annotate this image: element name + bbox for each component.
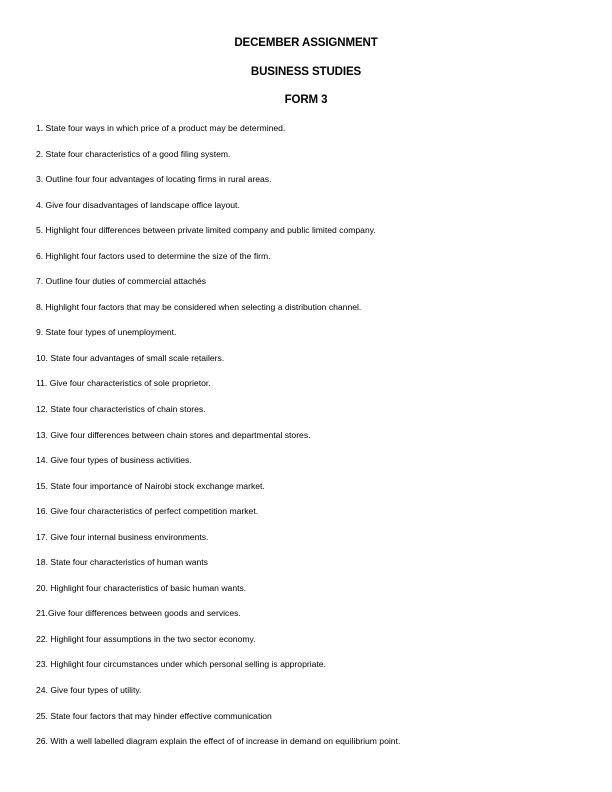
- question-item: 26. With a well labelled diagram explain the effect of of increase in demand on equilibrium point.: [36, 736, 401, 747]
- question-item: 16. Give four characteristics of perfect competition market.: [36, 506, 259, 517]
- question-item: 3. Outline four four advantages of locating firms in rural areas.: [36, 174, 272, 185]
- question-item: 13. Give four differences between chain stores and departmental stores.: [36, 429, 311, 440]
- document-title: DECEMBER ASSIGNMENT: [234, 37, 378, 49]
- question-item: 14. Give four types of business activities.: [36, 455, 192, 466]
- question-item: 23. Highlight four circumstances under which personal selling is appropriate.: [36, 659, 326, 670]
- question-item: 25. State four factors that may hinder effective communication: [36, 710, 272, 721]
- question-item: 12. State four characteristics of chain stores.: [36, 404, 206, 415]
- question-item: 21.Give four differences between goods and services.: [36, 608, 241, 619]
- question-item: 11. Give four characteristics of sole proprietor.: [36, 378, 211, 389]
- question-item: 17. Give four internal business environments.: [36, 531, 209, 542]
- question-item: 2. State four characteristics of a good filing system.: [36, 148, 231, 159]
- question-item: 20. Highlight four characteristics of basic human wants.: [36, 582, 247, 593]
- question-item: 15. State four importance of Nairobi stock exchange market.: [36, 480, 265, 491]
- question-item: 1. State four ways in which price of a product may be determined.: [36, 123, 286, 133]
- question-item: 18. State four characteristics of human wants: [36, 557, 208, 568]
- question-item: 22. Highlight four assumptions in the two sector economy.: [36, 633, 256, 644]
- question-item: 10. State four advantages of small scale retailers.: [36, 352, 225, 363]
- question-item: 4. Give four disadvantages of landscape office layout.: [36, 199, 240, 210]
- form-heading: FORM 3: [284, 94, 328, 106]
- question-item: 7. Outline four duties of commercial attachés: [36, 276, 207, 287]
- question-item: 5. Highlight four differences between private limited company and public limited company.: [36, 225, 376, 236]
- question-item: 6. Highlight four factors used to determine the size of the firm.: [36, 250, 271, 261]
- question-item: 24. Give four types of utility.: [36, 685, 142, 696]
- question-list: [36, 121, 596, 760]
- question-item: 8. Highlight four factors that may be considered when selecting a distribution channel.: [36, 301, 362, 312]
- subject-heading: BUSINESS STUDIES: [250, 66, 362, 78]
- question-item: 9. State four types of unemployment.: [36, 327, 177, 338]
